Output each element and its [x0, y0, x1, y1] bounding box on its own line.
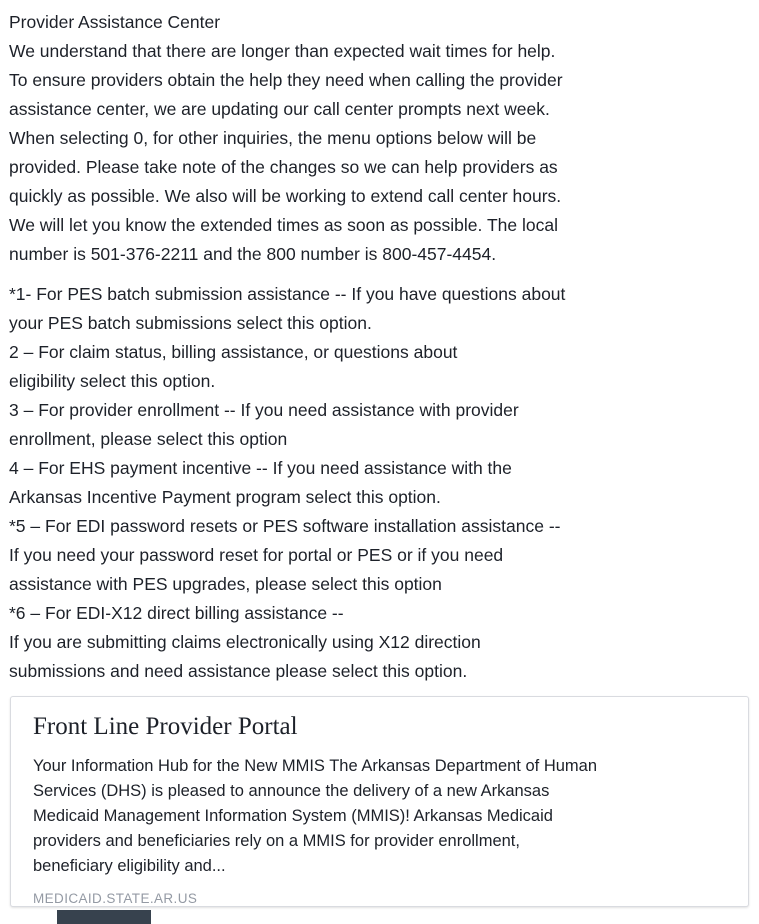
post-line: quickly as possible. We also will be working to extend call center hours. — [9, 186, 562, 206]
menu-option-line: assistance with PES upgrades, please select this option — [9, 574, 442, 594]
menu-option-line: enrollment, please select this option — [9, 429, 288, 449]
post-line: assistance center, we are updating our call center prompts next week. — [9, 99, 550, 119]
menu-option-line: *5 – For EDI password resets or PES software installation assistance -- — [9, 516, 561, 536]
post-line: To ensure providers obtain the help they need when calling the provider — [9, 70, 563, 90]
menu-option-line: 3 – For provider enrollment -- If you need assistance with provider — [9, 400, 519, 420]
post-line: We will let you know the extended times as soon as possible. The local — [9, 215, 558, 235]
post-text-menu-options — [9, 280, 754, 686]
link-preview-card[interactable] — [10, 696, 749, 907]
post-line: When selecting 0, for other inquiries, the menu options below will be — [9, 128, 537, 148]
menu-option-line: eligibility select this option. — [9, 371, 216, 391]
link-card-description-line: Medicaid Management Information System (MMIS)! Arkansas Medicaid — [33, 807, 553, 825]
link-card-description-line: providers and beneficiaries rely on a MMIS for provider enrollment, — [33, 832, 520, 850]
post-text-intro — [9, 8, 754, 269]
menu-option-line: If you need your password reset for portal or PES or if you need — [9, 545, 504, 565]
post-line: number is 501-376-2211 and the 800 number is 800-457-4454. — [9, 244, 497, 264]
menu-option-line: 2 – For claim status, billing assistance, or questions about — [9, 342, 458, 362]
next-element-cutoff-bar — [57, 910, 151, 924]
menu-option-line: *1- For PES batch submission assistance -- If you have questions about — [9, 284, 566, 304]
post-line: We understand that there are longer than expected wait times for help. — [9, 41, 556, 61]
menu-option-line: 4 – For EHS payment incentive -- If you need assistance with the — [9, 458, 512, 478]
link-card-description-line: Services (DHS) is pleased to announce the delivery of a new Arkansas — [33, 782, 550, 800]
menu-option-line: your PES batch submissions select this option. — [9, 313, 372, 333]
menu-option-line: If you are submitting claims electronically using X12 direction — [9, 632, 481, 652]
post-title-line: Provider Assistance Center — [9, 12, 221, 32]
menu-option-line: submissions and need assistance please select this option. — [9, 661, 468, 681]
menu-option-line: *6 – For EDI-X12 direct billing assistance -- — [9, 603, 344, 623]
link-card-description-line: beneficiary eligibility and... — [33, 857, 226, 875]
link-card-description — [33, 754, 726, 879]
link-card-domain: MEDICAID.STATE.AR.US — [33, 891, 198, 906]
post-line: provided. Please take note of the changes so we can help providers as — [9, 157, 558, 177]
link-card-title[interactable]: Front Line Provider Portal — [33, 713, 298, 740]
link-card-description-line: Your Information Hub for the New MMIS The Arkansas Department of Human — [33, 757, 598, 775]
menu-option-line: Arkansas Incentive Payment program select this option. — [9, 487, 441, 507]
